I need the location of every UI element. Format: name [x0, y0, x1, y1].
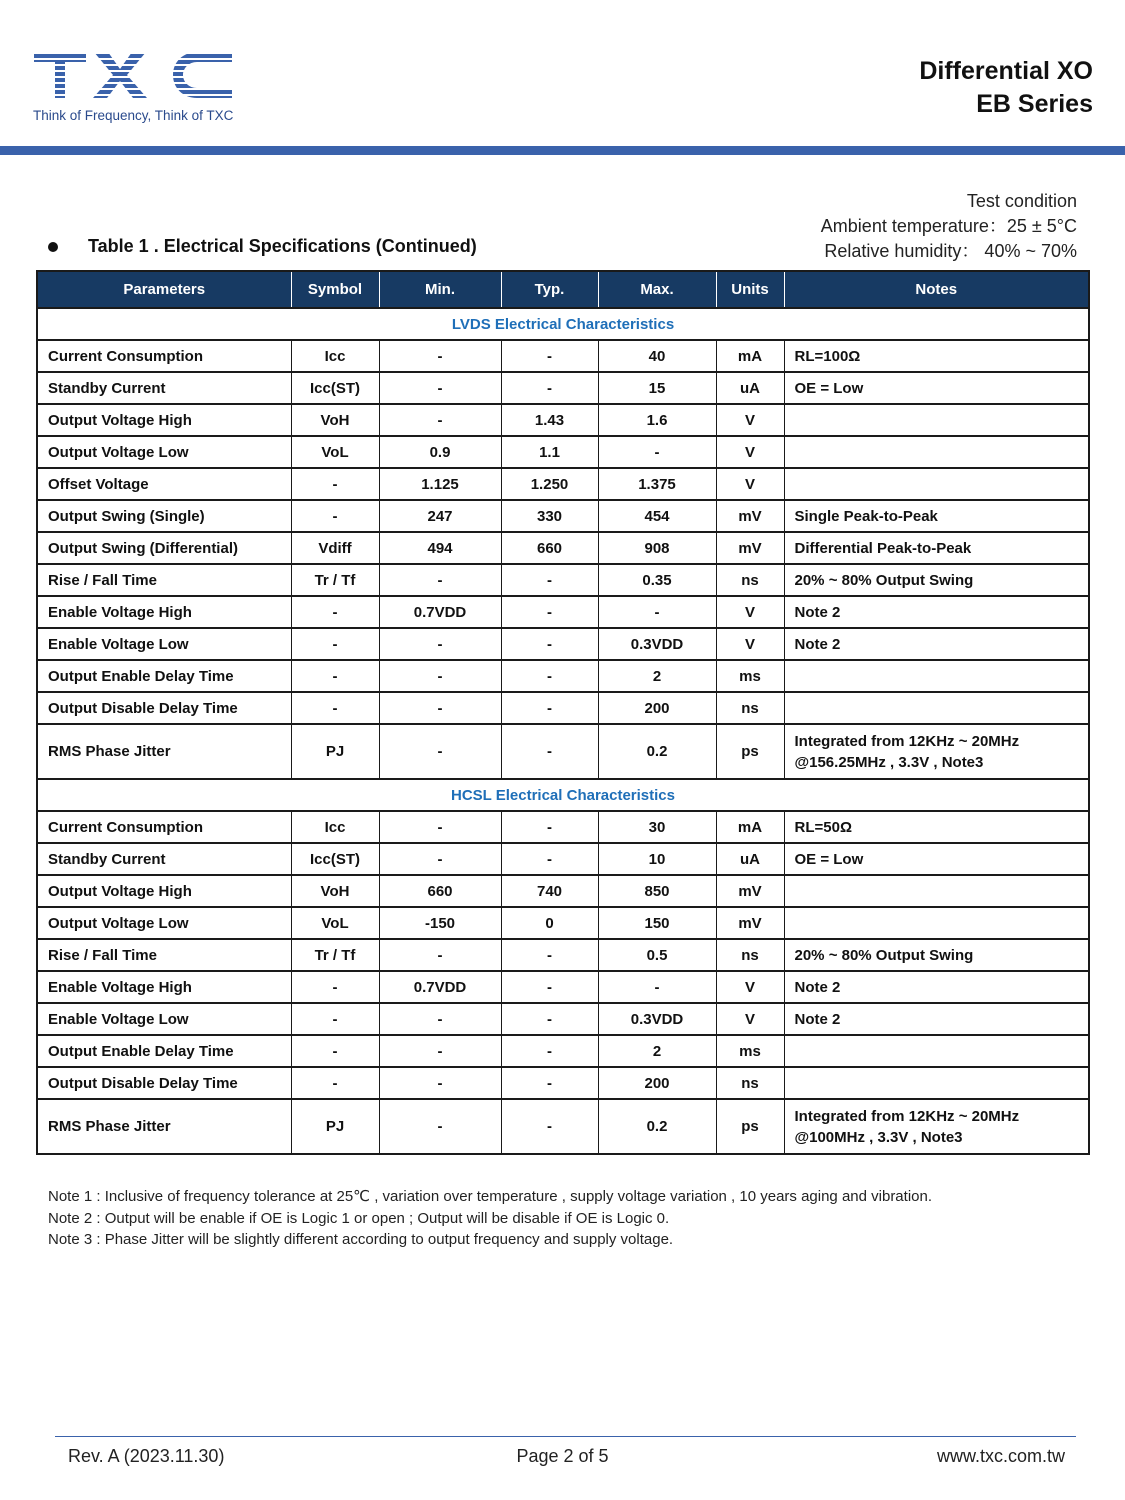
note-line: Note 2 [794, 603, 841, 621]
cell-max: 150 [598, 907, 716, 939]
note-line: Single Peak-to-Peak [794, 507, 938, 525]
cell-units: V [716, 596, 784, 628]
cell-min: 660 [379, 875, 501, 907]
cell-units: mV [716, 907, 784, 939]
cell-max: - [598, 971, 716, 1003]
footnote-2: Note 2 : Output will be enable if OE is Logic 1 or open ; Output will be disable if OE is Logic 0. [48, 1209, 670, 1227]
cell-min: - [379, 1003, 501, 1035]
cell-max: 30 [598, 811, 716, 843]
cell-typ: 740 [501, 875, 598, 907]
ambient-temperature: Ambient temperature：25 ± 5°C [820, 216, 1077, 236]
cell-typ: 1.1 [501, 436, 598, 468]
cell-typ: 0 [501, 907, 598, 939]
table-row [37, 468, 1089, 500]
note-line: Differential Peak-to-Peak [794, 539, 972, 557]
cell-typ: - [501, 564, 598, 596]
cell-max: 850 [598, 875, 716, 907]
table-row [37, 724, 1089, 779]
cell-typ: - [501, 939, 598, 971]
cell-max: 908 [598, 532, 716, 564]
website-link[interactable]: www.txc.com.tw [936, 1446, 1065, 1466]
cell-symbol: - [291, 660, 379, 692]
note-line: @156.25MHz , 3.3V , Note3 [794, 753, 984, 771]
cell-parameter: Output Voltage High [37, 404, 291, 436]
cell-notes [784, 907, 1089, 939]
cell-units: V [716, 628, 784, 660]
cell-symbol: Icc(ST) [291, 372, 379, 404]
cell-symbol: Tr / Tf [291, 939, 379, 971]
test-condition-label: Test condition [966, 191, 1077, 211]
cell-min: 1.125 [379, 468, 501, 500]
cell-units: V [716, 404, 784, 436]
table-row [37, 692, 1089, 724]
note-line: @100MHz , 3.3V , Note3 [794, 1128, 963, 1146]
cell-typ: - [501, 1035, 598, 1067]
revision-label: Rev. A (2023.11.30) [68, 1446, 225, 1466]
note-line: RL=100Ω [794, 347, 861, 365]
cell-notes [784, 843, 1089, 875]
cell-max: 0.3VDD [598, 628, 716, 660]
cell-symbol: - [291, 500, 379, 532]
cell-min: - [379, 628, 501, 660]
cell-min: 0.9 [379, 436, 501, 468]
note-line: 20% ~ 80% Output Swing [794, 946, 974, 964]
cell-parameter: Rise / Fall Time [37, 939, 291, 971]
cell-min: 0.7VDD [379, 971, 501, 1003]
cell-units: uA [716, 372, 784, 404]
table-heading [48, 236, 477, 257]
title-series: EB Series [976, 90, 1093, 118]
cell-symbol: Icc [291, 340, 379, 372]
cell-max: 1.375 [598, 468, 716, 500]
cell-symbol: Tr / Tf [291, 564, 379, 596]
cell-max: 1.6 [598, 404, 716, 436]
cell-min: - [379, 404, 501, 436]
cell-symbol: PJ [291, 724, 379, 779]
cell-min: - [379, 939, 501, 971]
table-row [37, 628, 1089, 660]
company-tagline: Think of Frequency, Think of TXC [33, 108, 234, 123]
cell-symbol: - [291, 692, 379, 724]
cell-min: 0.7VDD [379, 596, 501, 628]
column-header: Typ. [501, 271, 598, 308]
cell-parameter: Output Voltage Low [37, 436, 291, 468]
cell-typ: - [501, 971, 598, 1003]
table-header-row [37, 271, 1089, 308]
cell-units: ms [716, 1035, 784, 1067]
cell-notes [784, 404, 1089, 436]
cell-typ: 1.43 [501, 404, 598, 436]
cell-notes [784, 1035, 1089, 1067]
txc-logo-mark [34, 48, 234, 106]
cell-symbol: - [291, 971, 379, 1003]
cell-symbol: - [291, 1035, 379, 1067]
note-line: OE = Low [794, 379, 864, 397]
cell-typ: - [501, 628, 598, 660]
cell-symbol: Icc(ST) [291, 843, 379, 875]
cell-min: - [379, 564, 501, 596]
cell-parameter: Enable Voltage High [37, 596, 291, 628]
cell-symbol: VoL [291, 907, 379, 939]
cell-typ: - [501, 1067, 598, 1099]
table-row [37, 596, 1089, 628]
cell-max: 15 [598, 372, 716, 404]
cell-typ: - [501, 1003, 598, 1035]
cell-max: 0.2 [598, 1099, 716, 1154]
table-title: Table 1 . Electrical Specifications (Continued) [88, 236, 477, 256]
cell-parameter: RMS Phase Jitter [37, 724, 291, 779]
table-row [37, 1099, 1089, 1154]
cell-symbol: - [291, 468, 379, 500]
cell-notes [784, 971, 1089, 1003]
cell-max: 454 [598, 500, 716, 532]
cell-parameter: Output Swing (Differential) [37, 532, 291, 564]
cell-symbol: Vdiff [291, 532, 379, 564]
cell-notes [784, 724, 1089, 779]
cell-max: 40 [598, 340, 716, 372]
cell-parameter: Enable Voltage High [37, 971, 291, 1003]
cell-max: - [598, 436, 716, 468]
document-title [919, 55, 1093, 121]
table-row [37, 500, 1089, 532]
cell-typ: - [501, 1099, 598, 1154]
section-row [37, 308, 1089, 340]
cell-parameter: Output Disable Delay Time [37, 692, 291, 724]
cell-notes [784, 1003, 1089, 1035]
relative-humidity: Relative humidity： 40% ~ 70% [824, 241, 1077, 261]
table-row [37, 660, 1089, 692]
cell-max: 0.2 [598, 724, 716, 779]
cell-parameter: Current Consumption [37, 811, 291, 843]
cell-min: 494 [379, 532, 501, 564]
cell-parameter: Output Enable Delay Time [37, 1035, 291, 1067]
cell-symbol: - [291, 1003, 379, 1035]
cell-notes [784, 875, 1089, 907]
column-header: Notes [784, 271, 1089, 308]
cell-notes [784, 596, 1089, 628]
electrical-spec-table [36, 270, 1090, 1155]
cell-notes [784, 1067, 1089, 1099]
note-line: RL=50Ω [794, 818, 852, 836]
cell-parameter: Output Voltage High [37, 875, 291, 907]
cell-parameter: Offset Voltage [37, 468, 291, 500]
cell-notes [784, 628, 1089, 660]
cell-parameter: Enable Voltage Low [37, 1003, 291, 1035]
cell-min: - [379, 340, 501, 372]
cell-symbol: VoH [291, 875, 379, 907]
note-line: OE = Low [794, 850, 864, 868]
table-row [37, 532, 1089, 564]
cell-min: - [379, 811, 501, 843]
cell-units: mA [716, 811, 784, 843]
cell-units: ps [716, 1099, 784, 1154]
cell-min: -150 [379, 907, 501, 939]
cell-units: uA [716, 843, 784, 875]
cell-symbol: PJ [291, 1099, 379, 1154]
cell-notes [784, 939, 1089, 971]
table-row [37, 939, 1089, 971]
table-row [37, 1035, 1089, 1067]
cell-typ: - [501, 372, 598, 404]
note-line: Integrated from 12KHz ~ 20MHz [794, 732, 1020, 750]
cell-min: 247 [379, 500, 501, 532]
cell-parameter: Rise / Fall Time [37, 564, 291, 596]
cell-units: mV [716, 500, 784, 532]
column-header: Units [716, 271, 784, 308]
table-row [37, 843, 1089, 875]
cell-parameter: RMS Phase Jitter [37, 1099, 291, 1154]
cell-typ: - [501, 692, 598, 724]
cell-typ: - [501, 596, 598, 628]
cell-notes [784, 468, 1089, 500]
cell-units: V [716, 1003, 784, 1035]
cell-parameter: Output Swing (Single) [37, 500, 291, 532]
bullet-icon [48, 242, 58, 252]
cell-max: - [598, 596, 716, 628]
section-title: LVDS Electrical Characteristics [37, 308, 1089, 340]
cell-units: ns [716, 692, 784, 724]
footnotes [48, 1186, 932, 1251]
cell-units: ps [716, 724, 784, 779]
section-row [37, 779, 1089, 811]
cell-typ: - [501, 660, 598, 692]
cell-min: - [379, 372, 501, 404]
column-header: Parameters [37, 271, 291, 308]
cell-min: - [379, 660, 501, 692]
cell-typ: 660 [501, 532, 598, 564]
cell-notes [784, 811, 1089, 843]
cell-parameter: Output Disable Delay Time [37, 1067, 291, 1099]
cell-typ: 330 [501, 500, 598, 532]
cell-notes [784, 1099, 1089, 1154]
table-row [37, 1003, 1089, 1035]
table-row [37, 404, 1089, 436]
cell-units: mA [716, 340, 784, 372]
table-row [37, 564, 1089, 596]
cell-units: ms [716, 660, 784, 692]
cell-max: 0.35 [598, 564, 716, 596]
cell-max: 10 [598, 843, 716, 875]
table-row [37, 436, 1089, 468]
cell-parameter: Enable Voltage Low [37, 628, 291, 660]
note-line: Note 2 [794, 635, 841, 653]
cell-min: - [379, 692, 501, 724]
cell-notes [784, 660, 1089, 692]
table-row [37, 811, 1089, 843]
table-row [37, 340, 1089, 372]
cell-parameter: Standby Current [37, 843, 291, 875]
table-row [37, 907, 1089, 939]
cell-min: - [379, 1099, 501, 1154]
cell-units: V [716, 971, 784, 1003]
cell-units: V [716, 436, 784, 468]
table-row [37, 1067, 1089, 1099]
cell-parameter: Current Consumption [37, 340, 291, 372]
cell-notes [784, 436, 1089, 468]
cell-units: mV [716, 532, 784, 564]
cell-notes [784, 532, 1089, 564]
cell-notes [784, 372, 1089, 404]
cell-units: ns [716, 939, 784, 971]
cell-units: mV [716, 875, 784, 907]
cell-min: - [379, 1067, 501, 1099]
cell-typ: - [501, 811, 598, 843]
table-row [37, 875, 1089, 907]
cell-typ: - [501, 724, 598, 779]
cell-max: 200 [598, 1067, 716, 1099]
cell-notes [784, 692, 1089, 724]
cell-typ: - [501, 843, 598, 875]
cell-parameter: Output Enable Delay Time [37, 660, 291, 692]
table-row [37, 372, 1089, 404]
section-title: HCSL Electrical Characteristics [37, 779, 1089, 811]
cell-symbol: Icc [291, 811, 379, 843]
cell-min: - [379, 724, 501, 779]
footer-divider [55, 1436, 1076, 1437]
cell-symbol: VoL [291, 436, 379, 468]
note-line: Note 2 [794, 978, 841, 996]
column-header: Max. [598, 271, 716, 308]
cell-max: 2 [598, 1035, 716, 1067]
table-body [37, 308, 1089, 1154]
footnote-1: Note 1 : Inclusive of frequency tolerance at 25℃ , variation over temperature , supply voltage variation , 10 years aging and vibration. [48, 1188, 933, 1205]
cell-units: V [716, 468, 784, 500]
title-product: Differential XO [919, 57, 1093, 85]
cell-symbol: VoH [291, 404, 379, 436]
cell-max: 2 [598, 660, 716, 692]
note-line: Note 2 [794, 1010, 841, 1028]
cell-notes [784, 500, 1089, 532]
cell-max: 0.3VDD [598, 1003, 716, 1035]
note-line: Integrated from 12KHz ~ 20MHz [794, 1107, 1020, 1125]
cell-symbol: - [291, 1067, 379, 1099]
cell-symbol: - [291, 596, 379, 628]
cell-max: 0.5 [598, 939, 716, 971]
cell-symbol: - [291, 628, 379, 660]
cell-notes [784, 340, 1089, 372]
cell-max: 200 [598, 692, 716, 724]
cell-typ: - [501, 340, 598, 372]
cell-units: ns [716, 564, 784, 596]
cell-units: ns [716, 1067, 784, 1099]
cell-typ: 1.250 [501, 468, 598, 500]
column-header: Symbol [291, 271, 379, 308]
cell-parameter: Standby Current [37, 372, 291, 404]
cell-notes [784, 564, 1089, 596]
cell-parameter: Output Voltage Low [37, 907, 291, 939]
page-number: Page 2 of 5 [516, 1446, 609, 1466]
cell-min: - [379, 1035, 501, 1067]
table-row [37, 971, 1089, 1003]
column-header: Min. [379, 271, 501, 308]
test-condition [821, 189, 1077, 264]
note-line: 20% ~ 80% Output Swing [794, 571, 974, 589]
cell-min: - [379, 843, 501, 875]
footnote-3: Note 3 : Phase Jitter will be slightly different according to output frequency and supply voltage. [48, 1231, 674, 1248]
header-divider [0, 146, 1125, 155]
